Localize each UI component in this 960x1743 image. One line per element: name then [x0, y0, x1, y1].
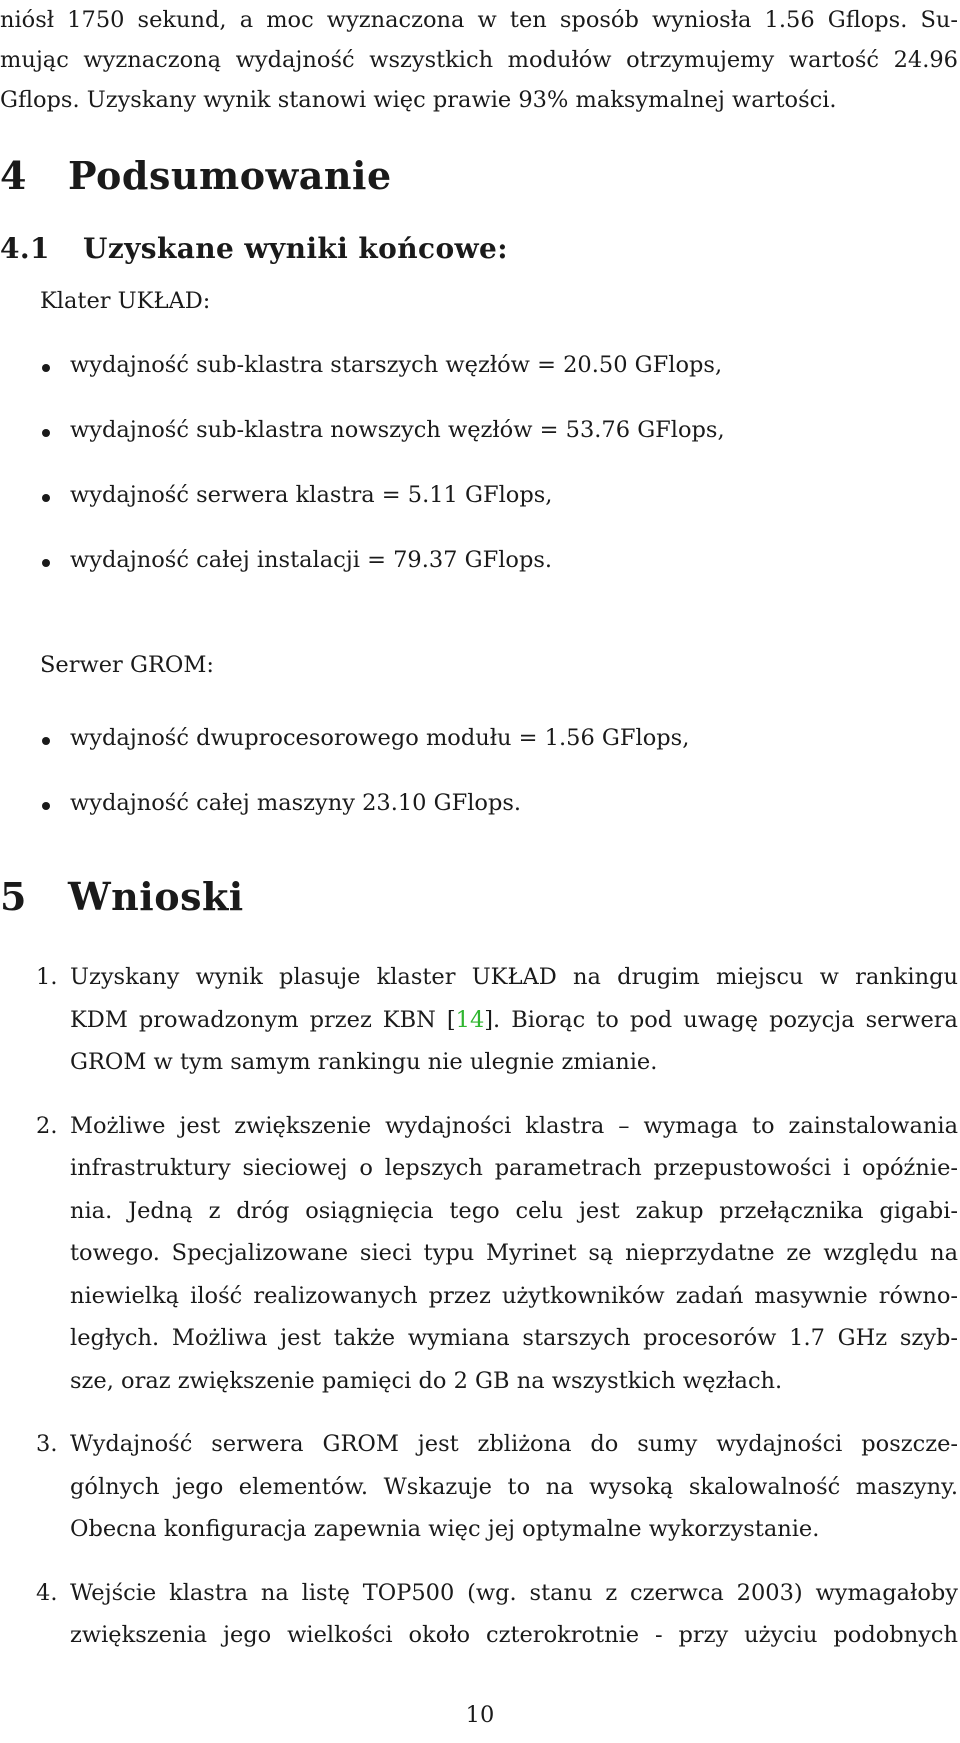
- conclusion-item: [36, 1423, 958, 1551]
- item-line: nia. Jedną z dróg osiągnięcia tego celu jest zakup przełącznika gigabi-: [70, 1197, 958, 1224]
- item-line: Obecna konfiguracja zapewnia więc jej optymalne wykorzystanie.: [70, 1516, 820, 1542]
- item-line: sze, oraz zwiększenie pamięci do 2 GB na wszystkich węzłach.: [70, 1367, 783, 1394]
- intro-line: Gflops. Uzyskany wynik stanowi więc prawie 93% maksymalnej wartości.: [0, 87, 837, 113]
- list-item: [40, 417, 725, 482]
- item-line: niewielką ilość realizowanych przez użytkowników zadań masywnie równo-: [70, 1282, 958, 1309]
- conclusion-item: [36, 1105, 958, 1403]
- list-item: [40, 482, 725, 547]
- item-line: Możliwe jest zwiększenie wydajności klastra – wymaga to zainstalowania: [70, 1112, 958, 1139]
- section-number: 4: [0, 153, 27, 198]
- list-item-text: wydajność dwuprocesorowego modułu = 1.56 GFlops,: [70, 725, 690, 751]
- bullet-icon: [42, 737, 50, 745]
- subsection-title: Uzyskane wyniki końcowe:: [83, 232, 508, 265]
- subsection-number: 4.1: [0, 232, 50, 265]
- item-line: Uzyskany wynik plasuje klaster UKŁAD na drugim miejscu w rankingu: [70, 964, 958, 990]
- conclusion-item: [36, 1572, 958, 1657]
- item-number: 4.: [36, 1579, 58, 1606]
- bullet-icon: [42, 494, 50, 502]
- item-line-text: KDM prowadzonym przez KBN [: [70, 1006, 456, 1033]
- item-line: infrastruktury sieciowej o lepszych parametrach przepustowości i opóźnie-: [70, 1155, 958, 1181]
- section-heading-podsumowanie: [0, 153, 392, 198]
- group-label-uklad: Klater UKŁAD:: [40, 288, 211, 314]
- conclusions-list: [36, 956, 958, 1678]
- list-item: [40, 547, 725, 612]
- bullet-icon: [42, 364, 50, 372]
- page-number: 10: [465, 1702, 495, 1728]
- bullet-icon: [42, 802, 50, 810]
- item-line: zwiększenia jego wielkości około czterokrotnie - przy użyciu podobnych: [70, 1622, 958, 1648]
- list-item-text: wydajność całej maszyny 23.10 GFlops.: [70, 790, 522, 816]
- bullet-list-uklad: [40, 352, 725, 612]
- list-item-text: wydajność całej instalacji = 79.37 GFlops.: [70, 547, 553, 573]
- subsection-heading: [0, 232, 508, 265]
- item-line: ległych. Możliwa jest także wymiana starszych procesorów 1.7 GHz szyb-: [70, 1325, 958, 1351]
- intro-line: niósł 1750 sekund, a moc wyznaczona w ten sposób wyniosła 1.56 Gflops. Su-: [0, 7, 958, 33]
- item-line-with-citation: [70, 999, 958, 1042]
- bullet-icon: [42, 559, 50, 567]
- section-heading-wnioski: [0, 874, 244, 919]
- item-number: 3.: [36, 1431, 58, 1457]
- section-title: Wnioski: [68, 874, 244, 919]
- section-title: Podsumowanie: [68, 153, 392, 198]
- list-item: [40, 352, 725, 417]
- bullet-list-grom: [40, 725, 689, 855]
- group-label-grom: Serwer GROM:: [40, 652, 214, 678]
- item-number: 2.: [36, 1112, 58, 1139]
- item-line: Wydajność serwera GROM jest zbliżona do sumy wydajności poszcze-: [70, 1431, 958, 1457]
- list-item-text: wydajność sub-klastra nowszych węzłów = 53.76 GFlops,: [70, 417, 725, 443]
- list-item-text: wydajność sub-klastra starszych węzłów = 20.50 GFlops,: [70, 352, 723, 378]
- item-line-text: ]. Biorąc to pod uwagę pozycja serwera: [484, 1006, 958, 1033]
- item-line: GROM w tym samym rankingu nie ulegnie zmianie.: [70, 1049, 658, 1075]
- intro-paragraph: [0, 0, 958, 120]
- item-number: 1.: [36, 964, 58, 990]
- bullet-icon: [42, 429, 50, 437]
- list-item-text: wydajność serwera klastra = 5.11 GFlops,: [70, 482, 553, 508]
- item-line: Wejście klastra na listę TOP500 (wg. stanu z czerwca 2003) wymagałoby: [70, 1579, 958, 1606]
- item-line: gólnych jego elementów. Wskazuje to na wysoką skalowalność maszyny.: [70, 1473, 958, 1500]
- section-number: 5: [0, 874, 27, 919]
- item-line: towego. Specjalizowane sieci typu Myrinet są nieprzydatne ze względu na: [70, 1240, 958, 1266]
- list-item: [40, 725, 689, 790]
- intro-line: mując wyznaczoną wydajność wszystkich modułów otrzymujemy wartość 24.96: [0, 47, 958, 73]
- conclusion-item: [36, 956, 958, 1084]
- citation-link[interactable]: 14: [455, 1006, 485, 1033]
- list-item: [40, 790, 689, 855]
